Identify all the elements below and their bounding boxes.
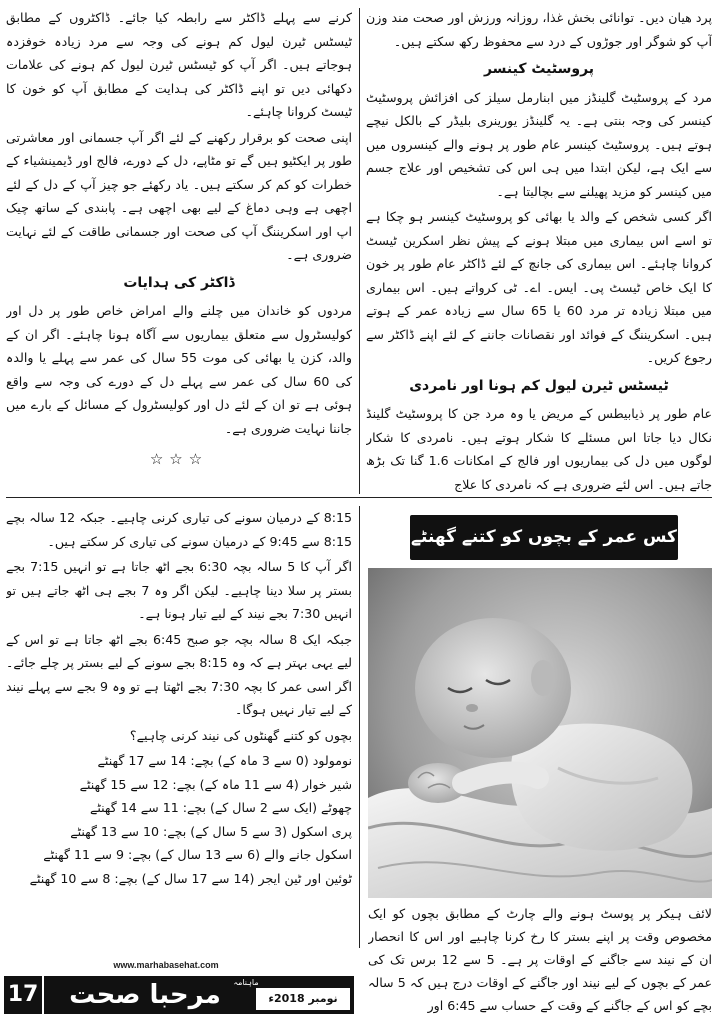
column-divider [359, 8, 360, 494]
sleep-hours-list [6, 749, 352, 890]
magazine-name: مرحبا صحت [69, 980, 221, 1010]
website-url: www.marhabasehat.com [113, 960, 219, 970]
list-item: ٹوئین اور ٹین ایجر (14 سے 17 سال کے) بچے: 8 سے 10 گھنٹے [29, 870, 352, 886]
paragraph: مردوں کو خاندان میں چلنے والے امراض خاص طور پر دل اور کولیسٹرول سے متعلق بیماریوں سے آگاہ ہونا چاہئے۔ اگر ان کے والد، کزن یا بھائی کی موت 55 سال کی عمر سے پہلے یا والدہ کی 60 سال کی عمر سے پہلے دل کے دورے کی وجہ سے واقع ہوئی ہے تو ان کے لئے دل اور کولیسٹرول کے مسائل کے بارے میں جاننا نہایت ضروری ہے۔ [6, 303, 352, 436]
paragraph: پرد ھیان دیں۔ توانائی بخش غذا، روزانہ ورزش اور صحت مند وزن آپ کو شوگر اور جوڑوں کے درد سے محفوظ رکھ سکتے ہیں۔ [366, 10, 712, 49]
column-top-left [6, 6, 352, 494]
article-title: کس عمر کے بچوں کو کتنے گھنٹے [410, 515, 678, 560]
paragraph: جبکہ ایک 8 سالہ بچہ جو صبح 6:45 بجے اٹھ جاتا ہے تو اس کے لیے یہی بہتر ہے کہ وہ 8:15 بجے سونے کے لیے بستر پر چلے جائے۔ اگر اسی عمر کا بچہ 7:30 بجے اٹھتا ہے تو وہ 9 بجے سے پہلے نیند کے لیے تیار نہیں ہوگا۔ [6, 631, 352, 717]
list-item: پری اسکول (3 سے 5 سال کے) بچے: 10 سے 13 گھنٹے [70, 823, 352, 839]
list-item: نومولود (0 سے 3 ماہ کے) بچے: 14 سے 17 گھنٹے [97, 753, 352, 768]
paragraph: اپنی صحت کو برقرار رکھنے کے لئے اگر آپ جسمانی اور معاشرتی طور پر ایکٹیو ہیں گے تو مٹاپے، دل کے دورے، فالج اور ڈیمینشیاء کے خطرات کو کم کر سکتے ہیں۔ یاد رکھئے جو چیز آپ کے دل کے لئے اچھی ہے وہی دماغ کے لیے بھی اچھی ہے۔ پابندی کے ساتھ چیک اپ اور اسکریننگ آپ کی صحت اور جسمانی طاقت کے لئے نہایت ضروری ہے۔ [6, 129, 352, 262]
sleeping-baby-photo [368, 568, 712, 898]
page-number: 17 [4, 976, 42, 1014]
heading-prostate-cancer: پروسٹیٹ کینسر [483, 61, 595, 77]
column-divider [359, 506, 360, 948]
photo-caption: لائف ہیکر پر پوسٹ ہونے والے چارٹ کے مطابق بچوں کو ایک مخصوص وقت پر اپنے بستر کا رخ کرنا چاہیے اور اس کا انحصار ان کے نیند سے جاگنے کے اوقات پر ہے۔ 5 سے 12 برس تک کی عمر کے بچوں کے لیے نیند اور جاگنے کے اوقات درج ہیں کہ 5 سالہ بچے کو اس کے جاگنے کے وقت کے حساب سے 6:45 اور [368, 906, 712, 1013]
paragraph: 8:15 کے درمیان سونے کی تیاری کرنی چاہیے۔ جبکہ 12 سالہ بچے 8:15 سے 9:45 کے درمیان سونے کی تیاری کر سکتے ہیں۔ [6, 510, 352, 549]
list-item: اسکول جانے والے (6 سے 13 سال کے) بچے: 9 سے 11 گھنٹے [43, 847, 352, 862]
list-item: شیر خوار (4 سے 11 ماہ کے) بچے: 12 سے 15 گھنٹے [79, 776, 352, 792]
paragraph: اگر کسی شخص کے والد یا بھائی کو پروسٹیٹ کینسر ہو چکا ہے تو اسے اس بیماری میں مبتلا ہونے کے پیش نظر اسکرین ٹیسٹ کروانا چاہئے۔ اس بیماری کی جانچ کے لئے ڈاکٹر عام طور پر خون کا ایک خاص ٹیسٹ پی۔ ایس۔ اے۔ ٹی کرواتے ہیں۔ اس بیماری میں مبتلا زیادہ تر مرد 60 یا 65 سال سے زیادہ عمر کے ہوتے ہیں۔ اسکریننگ کے فوائد اور نقصانات جاننے کے لئے اپنے ڈاکٹر سے رجوع کریں۔ [366, 209, 712, 365]
column-bottom-left [6, 506, 352, 954]
column-top-right [366, 6, 712, 494]
heading-testosterone: ٹیسٹس ٹیرن لیول کم ہونا اور نامردی [409, 377, 669, 394]
heading-doctor-instructions: ڈاکٹر کی ہدایات [123, 274, 235, 291]
footer-masthead [0, 958, 356, 1020]
paragraph: کرنے سے پہلے ڈاکٹر سے رابطہ کیا جائے۔ ڈاکٹروں کے مطابق ٹیسٹس ٹیرن لیول کم ہونے کی وجہ سے مرد زیادہ خوفزدہ ہوجاتے ہیں۔ اگر آپ کو ٹیسٹس ٹیرن لیول کم ہونے کی علامات دکھائی دیں تو اپنے ڈاکٹر کی ہدایت کے مطابق آپ کو خون کا ٹیسٹ کروانا چاہئے۔ [6, 10, 352, 119]
paragraph: اگر آپ کا 5 سالہ بچہ 6:30 بجے اٹھ جاتا ہے تو انہیں 7:15 بجے بستر پر سلا دینا چاہیے۔ لیکن اگر وہ 7 بجے ہی اٹھ جاتے ہیں تو انہیں 7:30 بجے نیند کے لیے تیار ہونا ہے۔ [6, 559, 352, 621]
issue-date: نومبر 2018ء [256, 988, 350, 1010]
magazine-label: ماہنامہ [233, 978, 259, 987]
list-item: چھوٹے (ایک سے 2 سال کے) بچے: 11 سے 14 گھنٹے [89, 800, 352, 815]
section-end-stars: ☆☆☆ [149, 450, 209, 468]
paragraph: مرد کے پروسٹیٹ گلینڈز میں ابنارمل سیلز کی افزائش پروسٹیٹ کینسر کی وجہ بنتی ہے۔ یہ گلینڈز یورینری بلیڈر کے بالکل نیچے ہوتے ہیں۔ پروسٹیٹ کینسر عام طور پر ہونے والے کینسروں میں سے ایک ہے، لیکن ابتدا میں ہی اس کی تشخیص اور علاج جسم میں کینسر کو مزید پھیلنے سے بچالیتا ہے۔ [366, 89, 712, 199]
paragraph: بچوں کو کتنے گھنٹوں کی نیند کرنی چاہیے؟ [129, 727, 352, 743]
section-divider [6, 497, 712, 498]
paragraph: عام طور پر ذیابیطس کے مریض یا وہ مرد جن کا پروسٹیٹ گلینڈ نکال دیا جاتا اس مسئلے کا شکار ہوتے ہیں۔ نامردی کا شکار لوگوں میں دل کی بیماریوں اور فالج کے امکانات 1.6 گنا تک بڑھ جاتے ہیں۔ اس لئے ضروری ہے کہ نامردی کا علاج [366, 406, 712, 492]
